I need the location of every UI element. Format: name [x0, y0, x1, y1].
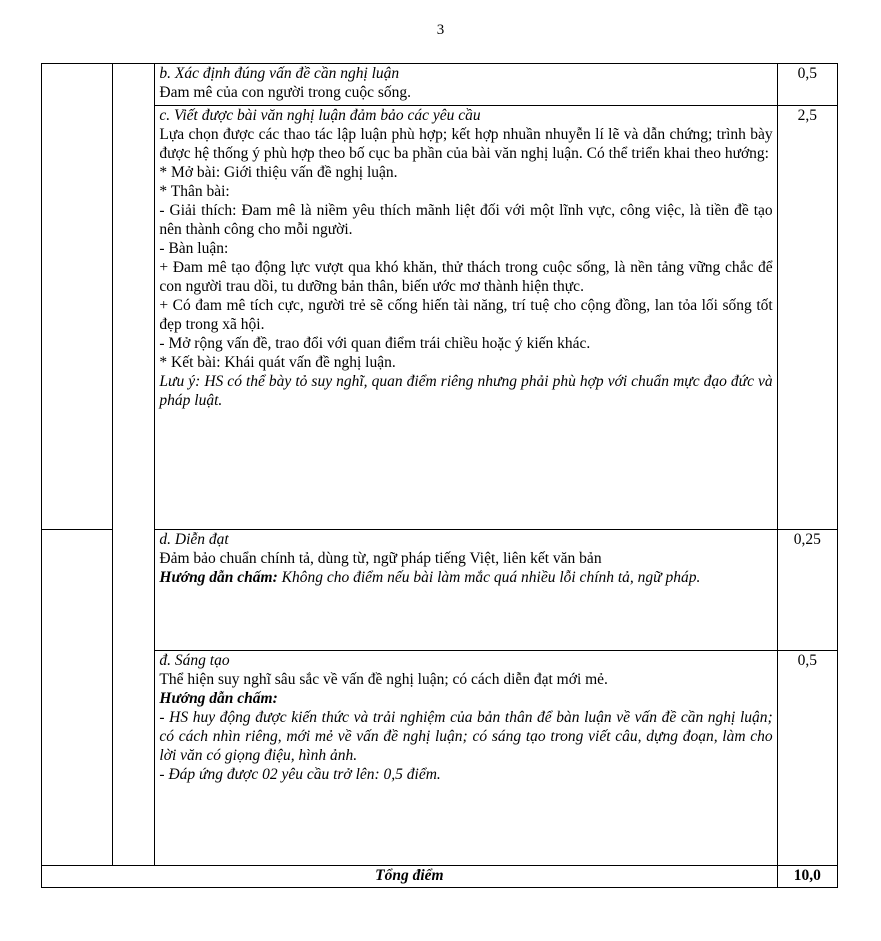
section-c-line: * Kết bài: Khái quát vấn đề nghị luận. [159, 354, 396, 371]
section-c-note: Lưu ý: HS có thể bày tỏ suy nghĩ, quan điểm riêng nhưng phải phù hợp với chuẩn mực đạo đức và pháp luật. [159, 373, 773, 409]
total-label: Tổng điểm [42, 866, 778, 888]
section-d-guide-text: Không cho điểm nếu bài làm mắc quá nhiều lỗi chính tả, ngữ pháp. [277, 569, 701, 586]
empty-cell [42, 64, 113, 530]
section-e-guide-line: - Đáp ứng được 02 yêu cầu trở lên: 0,5 điểm. [159, 766, 441, 783]
section-c-score: 2,5 [777, 106, 837, 530]
section-e-heading: đ. Sáng tạo [159, 652, 230, 669]
empty-cell [42, 530, 113, 866]
section-c-line: - Bàn luận: [159, 240, 229, 257]
section-b-line: Đam mê của con người trong cuộc sống. [159, 84, 412, 101]
total-score: 10,0 [777, 866, 837, 888]
section-c-line: * Thân bài: [159, 183, 230, 200]
section-c-line: * Mở bài: Giới thiệu vấn đề nghị luận. [159, 164, 398, 181]
section-d-heading: d. Diễn đạt [159, 531, 229, 548]
total-row [42, 866, 838, 888]
section-c-line: + Có đam mê tích cực, người trẻ sẽ cống hiến tài năng, trí tuệ cho cộng đồng, lan tỏa lối sống tốt đẹp trong xã hội. [159, 297, 773, 333]
section-e-score: 0,5 [777, 651, 837, 866]
section-e-guide-line: - HS huy động được kiến thức và trải nghiệm của bản thân để bàn luận về vấn đề cần nghị luận; có cách nhìn riêng, mới mẻ về vấn đề nghị luận; có sáng tạo trong viết câu, dựng đoạn, làm cho lời văn có giọng điệu, hình ảnh. [159, 709, 773, 764]
section-e-content [155, 651, 777, 866]
section-c-content [155, 106, 777, 530]
section-d-content [155, 530, 777, 651]
table-row [42, 530, 838, 651]
section-c-line: - Mở rộng vấn đề, trao đổi với quan điểm trái chiều hoặc ý kiến khác. [159, 335, 591, 352]
section-b-score: 0,5 [777, 64, 837, 106]
section-c-line: Lựa chọn được các thao tác lập luận phù hợp; kết hợp nhuần nhuyễn lí lẽ và dẫn chứng; trình bày được hệ thống ý phù hợp theo bố cục ba phần của bài văn nghị luận. Có thể triển khai theo hướng: [159, 126, 773, 162]
section-d-line: Đảm bảo chuẩn chính tả, dùng từ, ngữ pháp tiếng Việt, liên kết văn bản [159, 550, 602, 567]
section-c-heading: c. Viết được bài văn nghị luận đảm bảo các yêu cầu [159, 107, 481, 124]
section-d-guide-label: Hướng dẫn chấm: [159, 569, 278, 586]
section-c-line: - Giải thích: Đam mê là niềm yêu thích mãnh liệt đối với một lĩnh vực, công việc, là tiền đề tạo nên thành công cho mỗi người. [159, 202, 773, 238]
table-row [42, 651, 838, 866]
section-b-heading: b. Xác định đúng vấn đề cần nghị luận [159, 65, 400, 82]
section-e-guide-label: Hướng dẫn chấm: [159, 690, 278, 707]
grading-table [41, 63, 838, 888]
section-e-line: Thể hiện suy nghĩ sâu sắc về vấn đề nghị luận; có cách diễn đạt mới mẻ. [159, 671, 608, 688]
section-c-line: + Đam mê tạo động lực vượt qua khó khăn, thử thách trong cuộc sống, là nền tảng vững chắc để con người trau dồi, tu dưỡng bản thân, biến ước mơ thành hiện thực. [159, 259, 773, 295]
table-row [42, 106, 838, 530]
section-b-content [155, 64, 777, 106]
page-number: 3 [436, 22, 445, 38]
section-d-score: 0,25 [777, 530, 837, 651]
table-row [42, 64, 838, 106]
section-d-guide [159, 568, 772, 587]
empty-cell [112, 64, 155, 866]
